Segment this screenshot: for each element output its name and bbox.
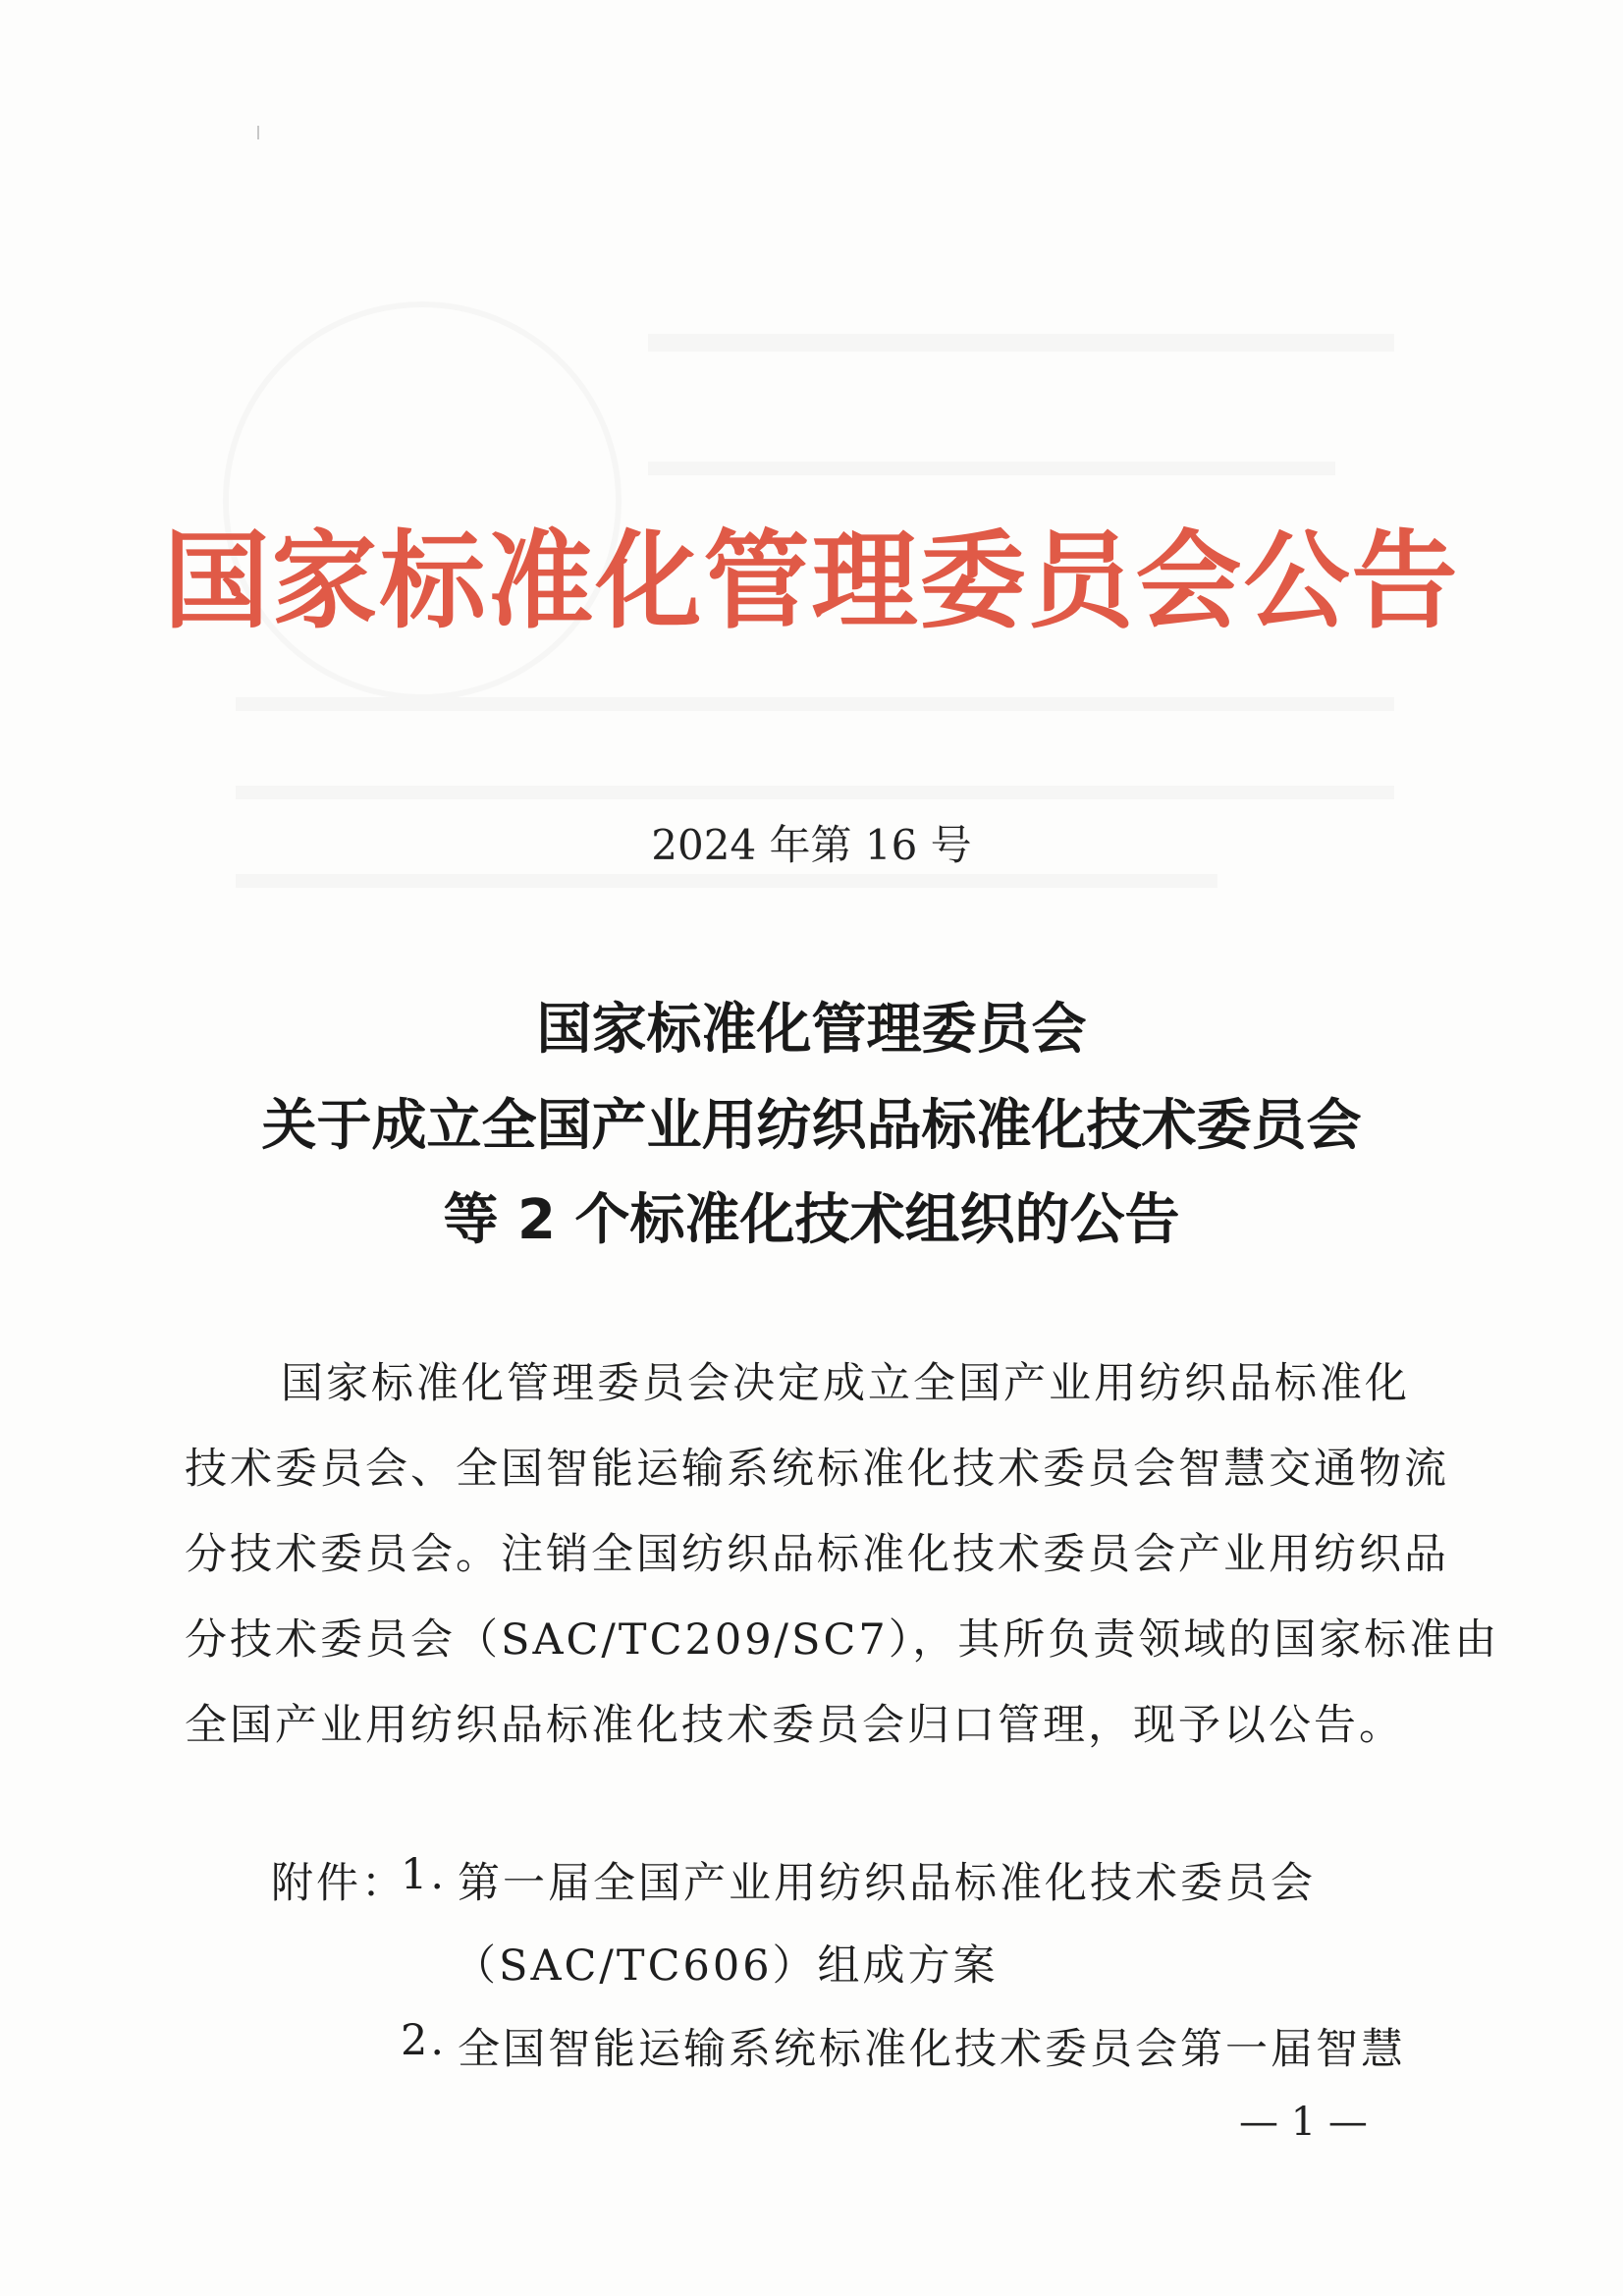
annex-item-1-line-2: （SAC/TC606）组成方案: [454, 1941, 999, 1991]
body-paragraph-line-1: 国家标准化管理委员会决定成立全国产业用纺织品标准化: [281, 1359, 1410, 1408]
masthead-title: 国家标准化管理委员会公告: [163, 520, 1460, 643]
annex-item-1-line-1: 第一届全国产业用纺织品标准化技术委员会: [458, 1859, 1316, 1908]
body-paragraph-line-2: 技术委员会、全国智能运输系统标准化技术委员会智慧交通物流: [185, 1445, 1449, 1494]
page-number: — 1 —: [1239, 2100, 1368, 2145]
body-paragraph-line-3: 分技术委员会。注销全国纺织品标准化技术委员会产业用纺织品: [185, 1530, 1449, 1579]
announcement-title-line-1: 国家标准化管理委员会: [536, 998, 1087, 1062]
annex-label: 附件：: [271, 1859, 406, 1908]
scan-speck: [257, 126, 259, 139]
announcement-title-line-2: 关于成立全国产业用纺织品标准化技术委员会: [261, 1094, 1362, 1158]
annex-item-2-number: 2.: [401, 2016, 448, 2065]
announcement-title-line-3: 等 2 个标准化技术组织的公告: [443, 1188, 1180, 1252]
annex-item-1-number: 1.: [401, 1850, 448, 1899]
show-through-texture: [177, 275, 1453, 1061]
body-paragraph-line-5: 全国产业用纺织品标准化技术委员会归口管理，现予以公告。: [185, 1701, 1404, 1750]
document-number: 2024 年第 16 号: [651, 821, 972, 869]
body-paragraph-line-4: 分技术委员会（SAC/TC209/SC7），其所负责领域的国家标准由: [185, 1615, 1500, 1665]
annex-item-2-line-1: 全国智能运输系统标准化技术委员会第一届智慧: [458, 2025, 1406, 2074]
